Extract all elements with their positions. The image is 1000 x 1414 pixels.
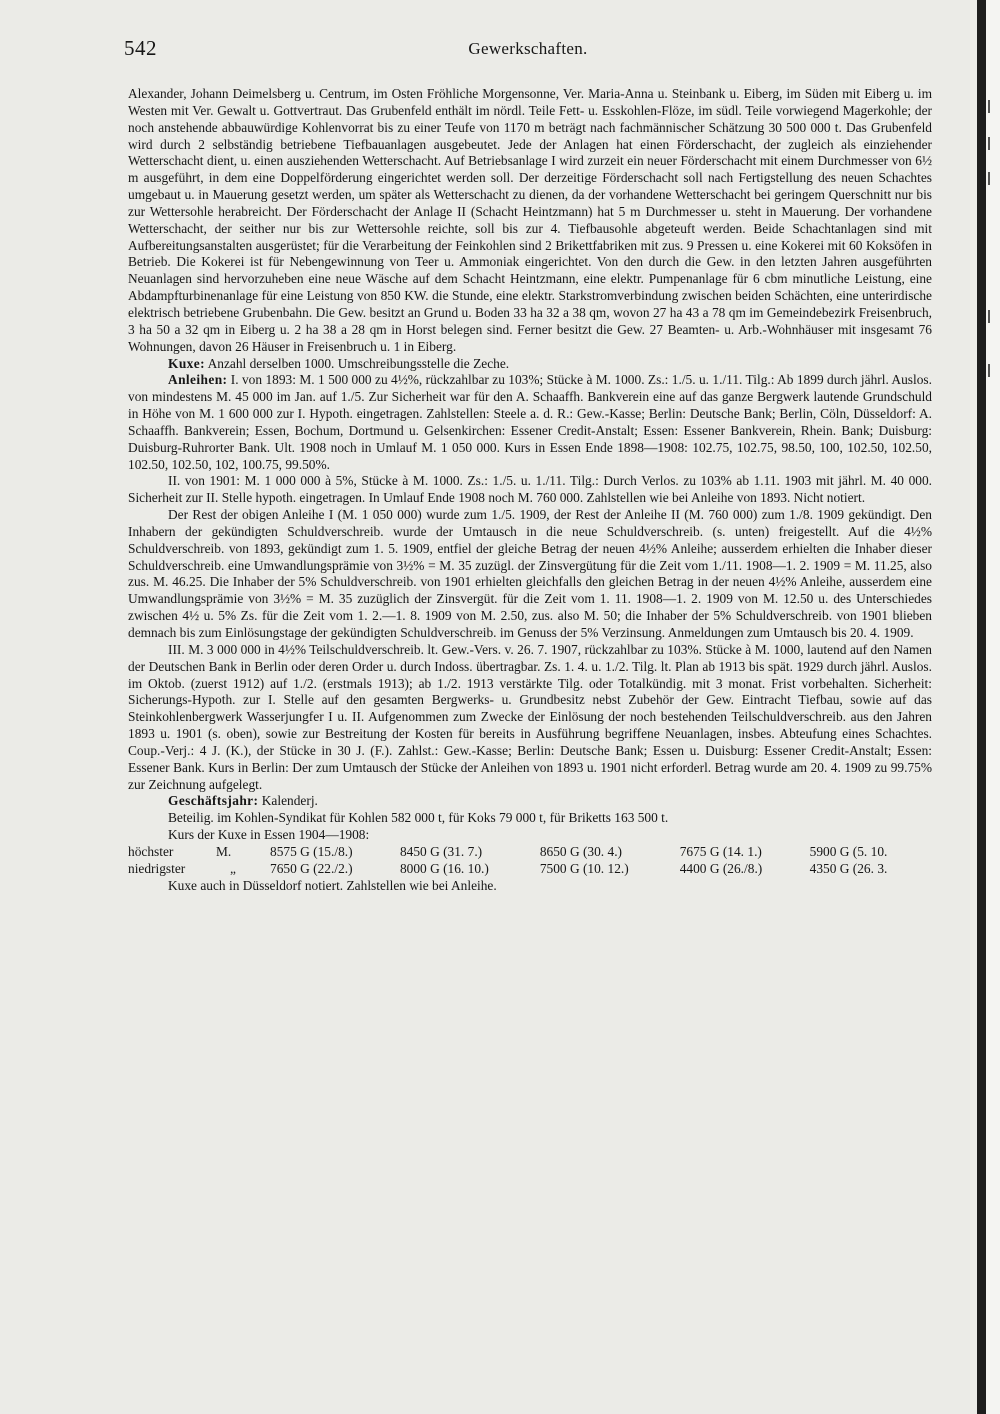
page-edge-strip bbox=[986, 0, 1000, 1414]
kuxe-paragraph bbox=[128, 356, 932, 373]
row-label: niedrigster bbox=[128, 860, 186, 876]
kurs-cell: 4350 G (26. 3. bbox=[809, 860, 888, 876]
kurs-cell: 8575 G (15./8.) bbox=[270, 843, 353, 859]
page-binding-shadow bbox=[977, 0, 986, 1414]
intro-paragraph: Alexander, Johann Deimelsberg u. Centrum, im Osten Fröhliche Morgensonne, Ver. Maria-Anna u. Steinbank u. Eiberg, im Süden mit Eiberg u. im Westen mit Ver. Gewalt u. Gottvertraut. Das Grubenfeld enthält im nördl. Teile Fett- u. Esskohlen-Flöze, im südl. Teile vorwiegend Magerkohle; der noch anstehende abbauwürdige Kohlenvorrat bis zu einer Teufe von 1170 m beträgt nach fachmännischer Schätzung 30 500 000 t. Das Grubenfeld wird durch 2 selbständig betriebene Tiefbauanlagen ausgebeutet. Jede der Anlagen hat einen Förderschacht, der zugleich als einziehender Wetterschacht dient, u. einen ausziehenden Wetterschacht. Auf Betriebsanlage I wird zurzeit ein neuer Förderschacht mit einem Durchmesser von 6½ m ausgeführt, in dem eine Doppelförderung eingerichtet werden soll. Der derzeitige Förderschacht soll nach Fertigstellung des neuen Schachtes umgebaut u. in Mauerung gesetzt werden, um später als Wetterschacht zu dienen, da der vorhandene Wetterschacht bei geringem Querschnitt nur bis zur Wettersohle herabreicht. Der Förderschacht der Anlage II (Schacht Heintzmann) hat 5 m Durchmesser u. steht in Mauerung. Der vorhandene Wetterschacht, der seither nur bis zur Wettersohle reichte, soll bis zur 4. Tiefbausohle abgeteuft werden. Beide Schachtanlagen sind mit Aufbereitungsanstalten ausgerüstet; für die Verarbeitung der Feinkohlen sind 2 Brikettfabriken mit zus. 9 Pressen u. eine Kokerei mit 60 Koksöfen in Betrieb. Die Kokerei ist für Nebengewinnung von Teer u. Ammoniak eingerichtet. Von den durch die Gew. in den letzten Jahren ausgeführten Neuanlagen sind hervorzuheben eine neue Wäsche auf dem Schacht Heintzmann, eine elektr. Pumpenanlage für 6 cbm minutliche Leistung, eine Abdampfturbinenanlage für eine Leistung von 850 KW. die Stunde, eine elektr. Starkstromverbindung zwischen beiden Schächten, eine unterirdische elektrisch betriebene Grubenbahn. Die Gew. besitzt an Grund u. Boden 33 ha 32 a 38 qm, wovon 27 ha 43 a 78 qm im Gemeindebezirk Freisenbruch, 3 ha 50 a 32 qm in Eiberg u. 2 ha 38 a 28 qm in Horst belegen sind. Ferner besitzt die Gew. 27 Beamten- u. Arb.-Wohnhäuser mit insgesamt 76 Wohnungen, davon 26 Häuser in Freisenbruch u. 1 in Eiberg. bbox=[128, 86, 932, 354]
edge-mark bbox=[988, 310, 998, 323]
rest-paragraph: Der Rest der obigen Anleihe I (M. 1 050 000) wurde zum 1./5. 1909, der Rest der Anleihe II (M. 760 000) zum 1./8. 1909 gekündigt. Den Inhabern der gekündigten Schuldverschreib. wurde der Umtausch in die neue Schuldverschreib. (s. unten) freigestellt. Auf die 4½% Schuldverschreib. von 1893, gekündigt zum 1. 5. 1909, entfiel der gleiche Betrag der neuen 4½% Anleihe; ausserdem erhielten die Inhaber dieser Schuldverschreib. eine Umwandlungsprämie von 3½% = M. 35 zuzügl. der Zinsvergütung für die Zeit vom 1./11. 1908—1. 2. 1909 = M. 11.25, also zus. M. 46.25. Die Inhaber der 5% Schuldverschreib. von 1901 erhielten gleichfalls den gleichen Betrag in der neuen 4½% Anleihe, ausserdem eine Umwandlungsprämie von 3½% = M. 35 zuzüglich der Zinsvergüt. für die Zeit vom 1. 11. 1908—1. 2. 1909 von M. 12.50 u. des Unterschiedes zwischen 4½ u. 5% Zs. für die Zeit vom 1. 2.—1. 8. 1909 von M. 2.50, zus. also M. 50; die Inhaber der 5% Schuldverschreib. von 1901 blieben demnach bis zum Einlösungstage der gekündigten Schuldverschreib. im Genuss der 5% Verzinsung. Anmeldungen zum Umtausch bis 20. 4. 1909. bbox=[128, 507, 932, 640]
anleihen-text: I. von 1893: M. 1 500 000 zu 4½%, rückzahlbar zu 103%; Stücke à M. 1000. Zs.: 1./5. u. 1./11. Tilg.: Ab 1899 durch jährl. Auslos. von mindestens M. 45 000 im Jan. auf 1./5. Zur Sicherheit war für den A. Schaaffh. Bankverein eine auf das ganze Bergwerk lautende Grundschuld in Höhe von M. 1 600 000 zur I. Hypoth. eingetragen. Zahlstellen: Steele a. d. R.: Gew.-Kasse; Berlin: Deutsche Bank; Berlin, Cöln, Düsseldorf: A. Schaaffh. Bankverein; Essen, Bochum, Dortmund u. Gelsenkirchen: Essener Credit-Anstalt; Essen: Essener Bankverein, Rhein. Bank; Duisburg: Duisburg-Ruhrorter Bank. Ult. 1908 noch in Umlauf M. 1 050 000. Kurs in Essen Ende 1898—1908: 102.75, 102.75, 98.50, 100, 102.50, 102.50, 102.50, 102.50, 102, 100.75, 99.50%. bbox=[128, 372, 932, 472]
anleihe-ii-paragraph: II. von 1901: M. 1 000 000 à 5%, Stücke à M. 1000. Zs.: 1./5. u. 1./11. Tilg.: Durch Verlos. zu 103% ab 1.11. 1903 mit jährl. M. 40 000. Sicherheit zur II. Stelle hypoth. eingetragen. In Umlauf Ende 1908 noch M. 760 000. Zahlstellen wie bei Anleihe von 1893. Nicht notiert. bbox=[128, 473, 932, 506]
anleihen-paragraph bbox=[128, 372, 932, 473]
kurs-cell: 5900 G (5. 10. bbox=[809, 843, 888, 859]
page-header bbox=[124, 36, 932, 60]
kurs-cell: 8650 G (30. 4.) bbox=[539, 843, 623, 859]
kurs-cell: 7675 G (14. 1.) bbox=[679, 843, 762, 859]
row-currency: „ bbox=[230, 860, 236, 876]
schluss-paragraph: Kuxe auch in Düsseldorf notiert. Zahlstellen wie bei Anleihe. bbox=[168, 877, 497, 893]
geschaeftsjahr-paragraph bbox=[128, 793, 932, 810]
beteilig-paragraph: Beteilig. im Kohlen-Syndikat für Kohlen 582 000 t, für Koks 79 000 t, für Briketts 163 500 t. bbox=[168, 810, 669, 826]
geschaeftsjahr-text: Kalenderj. bbox=[261, 793, 318, 809]
kurs-cell: 7650 G (22./2.) bbox=[270, 860, 353, 876]
edge-mark bbox=[988, 100, 998, 113]
table-row bbox=[128, 861, 932, 878]
table-row bbox=[128, 844, 932, 861]
running-title: Gewerkschaften. bbox=[468, 39, 588, 58]
kurs-intro: Kurs der Kuxe in Essen 1904—1908: bbox=[168, 827, 370, 843]
body-text bbox=[128, 86, 932, 895]
edge-mark bbox=[988, 137, 998, 150]
kurs-cell: 4400 G (26./8.) bbox=[679, 860, 763, 876]
edge-mark bbox=[988, 364, 998, 377]
kurs-cell: 8000 G (16. 10.) bbox=[399, 860, 489, 876]
row-currency: M. bbox=[216, 843, 232, 859]
kuxe-text: Anzahl derselben 1000. Umschreibungsstelle die Zeche. bbox=[207, 355, 510, 371]
anleihen-label: Anleihen: bbox=[168, 372, 228, 388]
anleihe-iii-paragraph: III. M. 3 000 000 in 4½% Teilschuldverschreib. lt. Gew.-Vers. v. 26. 7. 1907, rückzahlbar zu 103%. Stücke à M. 1000, lautend auf den Namen der Deutschen Bank in Berlin oder deren Order u. durch Indoss. übertragbar. Zs. 1. 4. u. 1./2. Tilg. lt. Plan ab 1913 bis spät. 1929 durch jährl. Auslos. im Oktob. (zuerst 1912) auf 1./2. (erstmals 1913); ab 1./2. 1913 verstärkte Tilg. oder Totalkündig. mit 3 monat. Frist vorbehalten. Sicherheit: Sicherungs-Hypoth. zur I. Stelle auf den gesamten Bergwerks- u. Grundbesitz nebst Zubehör der Gew. Eintracht Tiefbau, sowie auf das Steinkohlenbergwerk Wasserjungfer I u. II. Aufgenommen zum Zwecke der Einlösung der noch bestehenden Teilschuldverschreib. aus den Jahren 1893 u. 1901 (s. oben), sowie zur Bestreitung der Kosten für bereits in Ausführung begriffene Neuanlagen, insbes. Abteufung eines Schachtes. Coup.-Verj.: 4 J. (K.), der Stücke in 30 J. (F.). Zahlst.: Gew.-Kasse; Berlin: Deutsche Bank; Essen u. Duisburg: Essener Credit-Anstalt; Essen: Essener Bank. Kurs in Berlin: Der zum Umtausch der Stücke der Anleihen von 1893 u. 1901 nicht erforderl. Betrag wurde am 20. 4. 1909 zu 99.75% zur Zeichnung aufgelegt. bbox=[128, 641, 932, 792]
edge-mark bbox=[988, 172, 998, 185]
kurs-cell: 8450 G (31. 7.) bbox=[399, 843, 483, 859]
kurs-cell: 7500 G (10. 12.) bbox=[539, 860, 629, 876]
geschaeftsjahr-label: Geschäftsjahr: bbox=[168, 793, 259, 809]
row-label: höchster bbox=[128, 843, 174, 859]
page-number: 542 bbox=[124, 36, 157, 60]
kurs-table bbox=[128, 844, 932, 878]
kuxe-label: Kuxe: bbox=[168, 355, 205, 371]
